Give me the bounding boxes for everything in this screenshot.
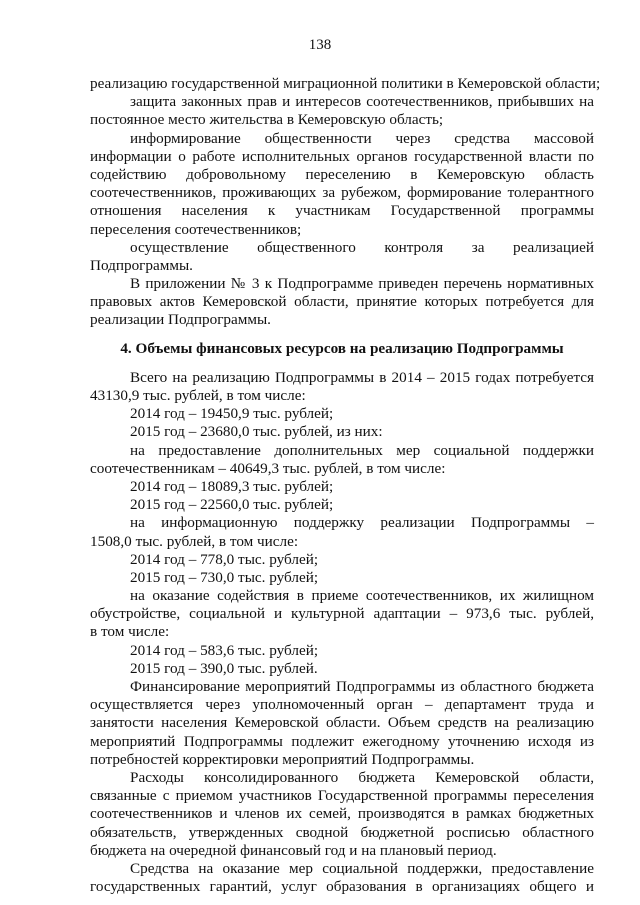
text-line: 2015 год – 730,0 тыс. рублей;	[130, 568, 319, 586]
text-line: реализацию государственной миграционной политики в Кемеровской области;	[90, 75, 601, 92]
page-number: 138	[308, 37, 332, 53]
paragraph	[90, 369, 594, 405]
paragraph	[90, 130, 594, 239]
text-line: реализации Подпрограммы.	[90, 311, 271, 329]
paragraph	[90, 478, 594, 496]
text-line: 43130,9 тыс. рублей, в том числе:	[90, 387, 306, 404]
text-block-top	[90, 75, 601, 330]
text-line: переселения соотечественников;	[90, 220, 302, 238]
text-line: на информационную поддержку реализации Подпрограммы –	[130, 514, 594, 532]
text-line: 2015 год – 22560,0 тыс. рублей;	[130, 496, 334, 514]
text-line: В приложении № 3 к Подпрограмме приведен перечень нормативных	[130, 275, 594, 293]
text-line: обустройстве, социальной и культурной адаптации – 973,6 тыс. рублей,	[90, 605, 594, 623]
text-line: защита законных прав и интересов соотечественников, прибывших на	[130, 93, 594, 111]
text-line: 2015 год – 23680,0 тыс. рублей, из них:	[130, 423, 383, 441]
text-line: потребностей корректировки мероприятий Подпрограммы.	[90, 750, 475, 768]
text-line: занятости населения Кемеровской области. Объем средств на реализацию	[90, 714, 594, 732]
text-line: 2014 год – 778,0 тыс. рублей;	[130, 550, 319, 568]
text-line: обязательств, утвержденных сводной бюджетной росписью областного	[90, 823, 594, 841]
text-line: Подпрограммы.	[90, 256, 193, 274]
section-heading: 4. Объемы финансовых ресурсов на реализацию Подпрограммы	[120, 339, 564, 357]
paragraph	[90, 551, 594, 569]
paragraph	[90, 860, 594, 896]
paragraph	[90, 239, 594, 275]
paragraph	[90, 642, 594, 660]
paragraph	[90, 496, 594, 514]
paragraph	[90, 442, 594, 478]
text-line: правовых актов Кемеровской области, принятие которых потребуется для	[90, 293, 594, 311]
text-line: на оказание содействия в приеме соотечественников, их жилищном	[130, 587, 594, 605]
text-line: Финансирование мероприятий Подпрограммы из областного бюджета	[130, 678, 594, 695]
paragraph	[90, 660, 594, 678]
text-line: постоянное место жительства в Кемеровскую область;	[90, 111, 444, 129]
paragraph	[90, 75, 601, 93]
text-line: содействию добровольному переселению в Кемеровскую область	[90, 165, 594, 183]
paragraph	[90, 587, 594, 642]
text-line: Средства на оказание мер социальной поддержки, предоставление	[130, 859, 594, 877]
text-line: Всего на реализацию Подпрограммы в 2014 – 2015 годах потребуется	[130, 368, 594, 386]
text-line: информирование общественности через средства массовой	[130, 129, 594, 147]
text-line: 2014 год – 19450,9 тыс. рублей;	[130, 405, 334, 423]
text-line: связанные с приемом участников Государственной программы переселения	[90, 787, 594, 805]
paragraph	[90, 405, 594, 423]
paragraph	[90, 93, 594, 129]
text-line: 2015 год – 390,0 тыс. рублей.	[130, 659, 318, 677]
text-line: 2014 год – 583,6 тыс. рублей;	[130, 641, 319, 659]
paragraph	[90, 514, 594, 550]
document-body	[90, 75, 601, 896]
text-line: бюджета на очередной финансовый год и на плановый период.	[90, 841, 497, 859]
paragraph	[90, 275, 594, 330]
paragraph	[90, 678, 594, 769]
text-line: соотечественников, проживающих за рубежом, формирование толерантного	[90, 184, 594, 202]
text-block-bottom	[90, 369, 594, 896]
text-line: государственных гарантий, услуг образования в организациях общего и	[90, 878, 594, 896]
text-line: отношения населения к участникам Государственной программы	[90, 202, 594, 220]
text-line: осуществление общественного контроля за реализацией	[130, 238, 594, 256]
text-line: мероприятий Подпрограммы подлежит ежегодному уточнению исходя из	[90, 732, 594, 750]
text-line: соотечественников и членов их семей, производятся в рамках бюджетных	[90, 805, 594, 823]
paragraph	[90, 569, 594, 587]
text-line: соотечественникам – 40649,3 тыс. рублей, в том числе:	[90, 459, 446, 477]
text-line: в том числе:	[90, 623, 170, 641]
paragraph	[90, 769, 594, 860]
text-line: 1508,0 тыс. рублей, в том числе:	[90, 532, 299, 550]
paragraph	[90, 423, 594, 441]
text-line: информации о работе исполнительных органов государственной власти по	[90, 147, 594, 165]
text-line: Расходы консолидированного бюджета Кемеровской области,	[130, 768, 594, 786]
text-line: на предоставление дополнительных мер социальной поддержки	[130, 441, 594, 459]
text-line: осуществляется через уполномоченный орган – департамент труда и	[90, 696, 594, 714]
text-line: 2014 год – 18089,3 тыс. рублей;	[130, 477, 334, 495]
